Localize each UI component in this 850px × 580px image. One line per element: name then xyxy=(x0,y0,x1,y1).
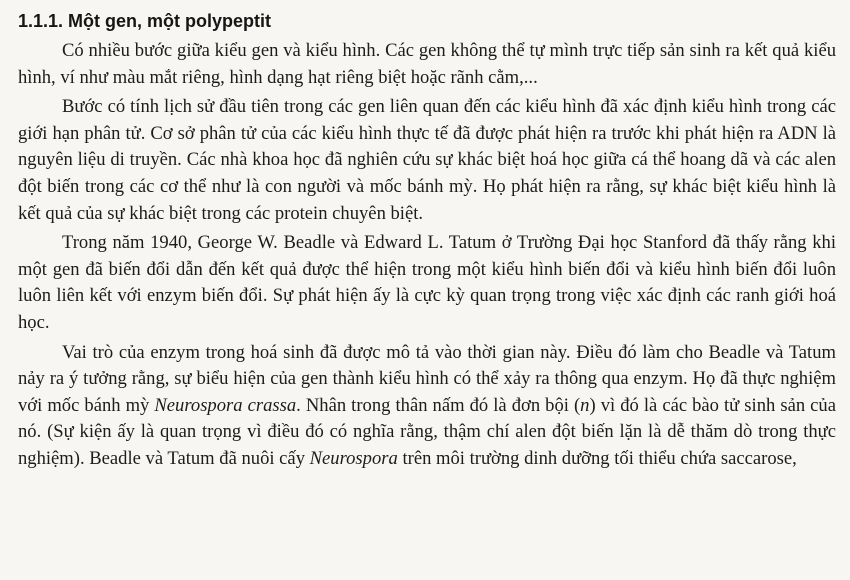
paragraph-4-part-1: Vai trò của enzym trong hoá sinh đã được mô tả vào thời gian này. Điều đó làm cho Beadle và Tatum nảy ra ý tưởng rằng, sự biểu hiện của gen thành kiểu hình có thể xảy ra thông qua enzym. Họ đã thực nghiệm với mốc bánh mỳ xyxy=(18,341,836,416)
paragraph-4-part-2: . Nhân trong thân nấm đó là đơn bội ( xyxy=(296,394,581,416)
body-text xyxy=(18,38,836,473)
paragraph-4-part-4: trên môi trường dinh dưỡng tối thiểu chứa saccarose, xyxy=(397,447,797,469)
paragraph-2: Bước có tính lịch sử đầu tiên trong các gen liên quan đến các kiểu hình đã xác định kiểu hình trong các giới hạn phân tử. Cơ sở phân tử của các kiểu hình thực tế đã được phát hiện ra trước khi phát hiện ra ADN là nguyên liệu di truyền. Các nhà khoa học đã nghiên cứu sự khác biệt hoá học giữa cá thể hoang dã và các alen đột biến trong các cơ thể như là con người và mốc bánh mỳ. Họ phát hiện ra rằng, sự khác biệt kiểu hình là kết quả của sự khác biệt trong các protein chuyên biệt. xyxy=(18,96,836,224)
genus-name-neurospora: Neurospora xyxy=(309,447,398,469)
paragraph-1: Có nhiều bước giữa kiểu gen và kiểu hình. Các gen không thể tự mình trực tiếp sản sinh ra kết quả kiểu hình, ví như màu mắt riêng, hình dạng hạt riêng biệt hoặc rãnh cằm,... xyxy=(18,40,836,88)
haploid-symbol: n xyxy=(580,394,590,416)
species-name-neurospora-crassa: Neurospora crassa xyxy=(154,394,297,416)
paragraph-4 xyxy=(18,340,836,473)
section-heading: 1.1.1. Một gen, một polypeptit xyxy=(18,11,272,31)
paragraph-4-part-3: ) vì đó là các bào tử sinh sản của nó. (Sự kiện ấy là quan trọng vì điều đó có nghĩa rằng, thậm chí alen đột biến lặn là dễ thăm dò trong thực nghiệm). Beadle và Tatum đã nuôi cấy xyxy=(18,394,836,469)
paragraph-3: Trong năm 1940, George W. Beadle và Edward L. Tatum ở Trường Đại học Stanford đã thấy rằng khi một gen đã biến đổi dẫn đến kết quả được thể hiện trong một kiểu hình biến đổi và kiểu hình biến đổi luôn luôn liên kết với enzym biến đổi. Sự phát hiện ấy là cực kỳ quan trọng trong việc xác định các ranh giới hoá học. xyxy=(18,232,836,333)
